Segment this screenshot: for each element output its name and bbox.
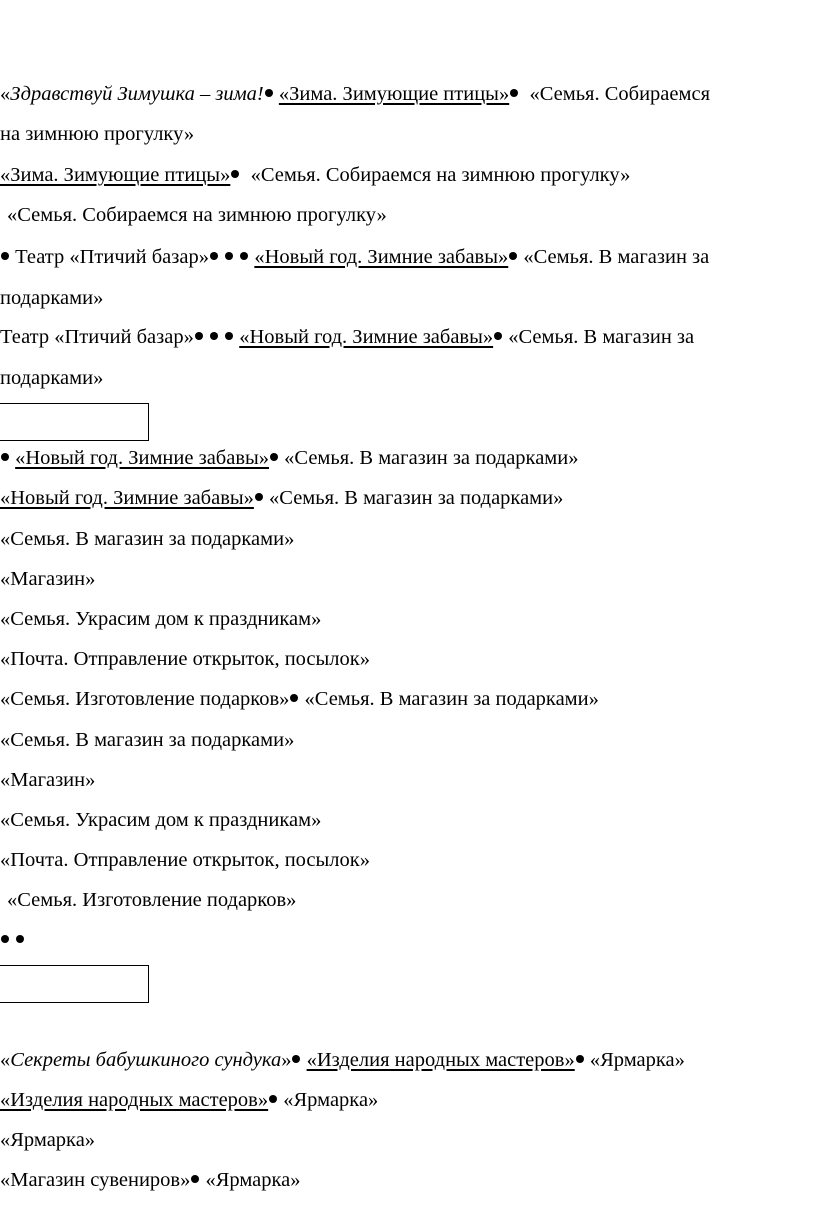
text-line: подарками» <box>0 367 104 389</box>
text-line: «Семья. Собираемся на зимнюю прогулку» <box>7 204 387 226</box>
topic-text: «Ярмарка» <box>283 1089 379 1111</box>
topic-text: «Семья. В магазин за <box>508 326 695 348</box>
topic-text: «Семья. В магазин за подарками» <box>304 688 599 710</box>
quote-mark: « <box>0 83 11 105</box>
underlined-title: «Новый год. Зимние забавы» <box>254 246 509 268</box>
text-line <box>0 486 563 510</box>
topic-text: «Семья. Собираемся на зимнюю прогулку» <box>250 164 631 186</box>
topic-text: Театр «Птичий базар» <box>15 246 209 268</box>
topic-text: «Семья. В магазин за <box>523 246 710 268</box>
bullet-icon <box>510 89 518 97</box>
text-line: «Почта. Отправление открыток, посылок» <box>0 648 370 670</box>
topic-text: «Семья. Изготовление подарков» <box>0 688 290 710</box>
topic-text: «Ярмарка» <box>205 1169 301 1191</box>
bullet-icon <box>576 1055 584 1063</box>
text-line: «Семья. Изготовление подарков» <box>7 889 297 911</box>
underlined-title: «Изделия народных мастеров» <box>306 1049 575 1071</box>
bullet-icon <box>191 1175 199 1183</box>
bullet-icon <box>1 252 9 260</box>
bullet-icon <box>290 694 298 702</box>
text-line: «Ярмарка» <box>0 1129 96 1151</box>
bullet-icon <box>265 89 273 97</box>
text-line <box>0 446 579 470</box>
topic-text: «Семья. В магазин за подарками» <box>284 447 579 469</box>
empty-frame <box>0 403 149 441</box>
text-line: подарками» <box>0 287 104 309</box>
bullet-icon <box>240 252 248 260</box>
bullet-icon <box>195 332 203 340</box>
text-line: «Семья. В магазин за подарками» <box>0 528 295 550</box>
bullet-icon <box>225 252 233 260</box>
topic-text: Театр «Птичий базар» <box>0 326 194 348</box>
bullet-icon <box>494 332 502 340</box>
text-line <box>0 687 599 711</box>
bullet-icon <box>509 252 517 260</box>
bullet-icon <box>210 252 218 260</box>
text-line: на зимнюю прогулку» <box>0 123 195 145</box>
bullet-icon <box>270 453 278 461</box>
underlined-title: «Новый год. Зимние забавы» <box>15 447 270 469</box>
quote-mark: » <box>281 1049 292 1071</box>
text-line: «Семья. В магазин за подарками» <box>0 729 295 751</box>
text-line: «Семья. Украсим дом к праздникам» <box>0 608 322 630</box>
bullet-icon <box>292 1055 300 1063</box>
underlined-title: «Новый год. Зимние забавы» <box>239 326 494 348</box>
text-line <box>0 245 709 269</box>
bullet-icon <box>255 493 263 501</box>
bullet-icon <box>231 170 239 178</box>
underlined-title: «Зима. Зимующие птицы» <box>278 83 510 105</box>
bullet-icon <box>1 935 9 943</box>
topic-text: «Семья. В магазин за подарками» <box>269 487 564 509</box>
topic-text: «Семья. Собираемся <box>529 83 710 105</box>
bullet-icon <box>210 332 218 340</box>
topic-text: «Магазин сувениров» <box>0 1169 191 1191</box>
heading-italic: Секреты бабушкиного сундука <box>10 1049 282 1071</box>
text-line <box>0 928 25 952</box>
text-line <box>0 82 710 106</box>
empty-frame <box>0 965 149 1003</box>
text-line <box>0 1048 685 1072</box>
underlined-title: «Новый год. Зимние забавы» <box>0 487 254 509</box>
bullet-icon <box>225 332 233 340</box>
underlined-title: «Изделия народных мастеров» <box>0 1089 269 1111</box>
bullet-icon <box>1 453 9 461</box>
heading-italic: Здравствуй Зимушка – зима! <box>10 83 264 105</box>
text-line <box>0 325 694 349</box>
text-line <box>0 1088 378 1112</box>
text-line: «Магазин» <box>0 769 96 791</box>
bullet-icon <box>16 935 24 943</box>
topic-text: «Ярмарка» <box>589 1049 685 1071</box>
text-line <box>0 163 630 187</box>
text-line: «Семья. Украсим дом к праздникам» <box>0 809 322 831</box>
quote-mark: « <box>0 1049 11 1071</box>
underlined-title: «Зима. Зимующие птицы» <box>0 164 231 186</box>
text-line: «Магазин» <box>0 568 96 590</box>
bullet-icon <box>269 1095 277 1103</box>
text-line <box>0 1168 301 1192</box>
text-line: «Почта. Отправление открыток, посылок» <box>0 849 370 871</box>
